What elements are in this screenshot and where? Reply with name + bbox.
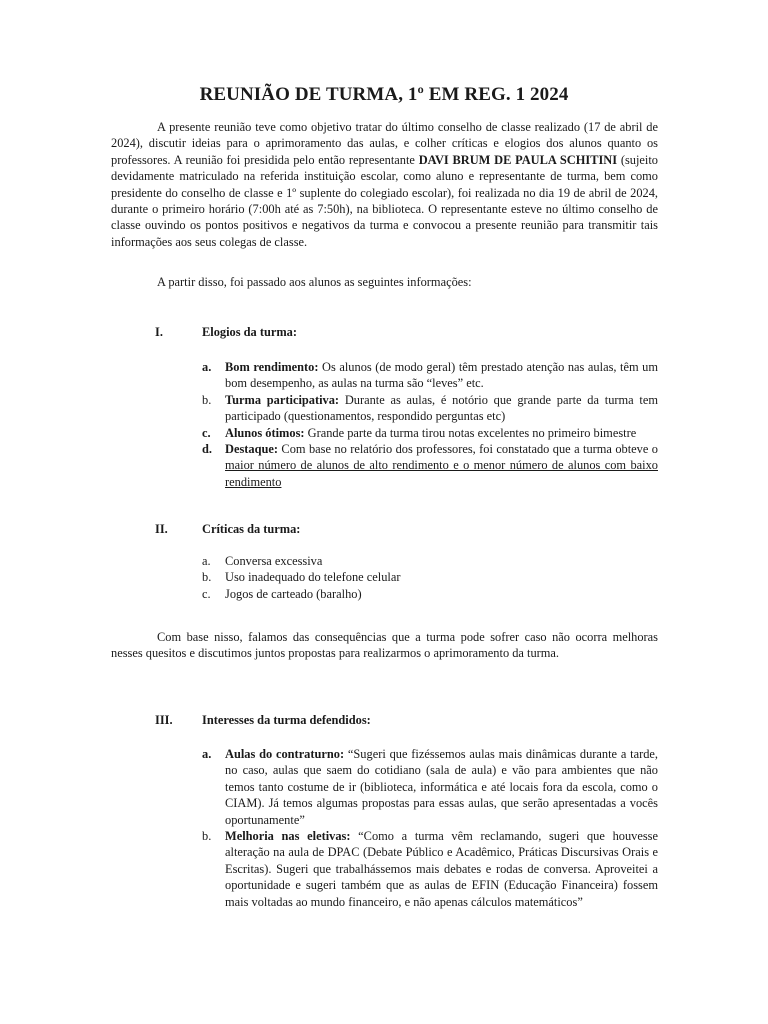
list-item [202,441,658,490]
section-title: Críticas da turma: [202,522,301,536]
consequences-paragraph: Com base nisso, falamos das consequências que a turma pode sofrer caso não ocorra melhoras nesses quesitos e discutimos juntos propostas para realizarmos o aprimoramento da turma. [111,630,658,661]
intro-text-end: (sujeito devidamente matriculado na referida instituição escolar, como aluno e representante de turma, bem como presidente do conselho de classe e 1º suplente do colegiado escolar), foi realizada no dia 19 de abril de 2024, durante o primeiro horário (7:00h até as 7:50h), na biblioteca. O representante esteve no último conselho de classe ouvindo os pontos positivos e negativos da turma e convocou a presente reunião para transmitir tais informações aos seus colegas de classe. [111,152,658,249]
intro-paragraph [111,119,658,250]
list-item [202,828,658,910]
section-title: Elogios da turma: [202,325,297,339]
item-text: Conversa excessiva [225,554,323,568]
section-number: II. [155,522,168,536]
item-text: “Como a turma vêm reclamando, sugeri que houvesse alteração na aula de DPAC (Debate Público e Acadêmico, Práticas Discursivas Orais e Escritas). Sugeri que trabalhássemos mais debates e rodas de conversa. Aproveitei a oportunidade e sugeri também que as aulas de EFIN (Educação Financeira) fossem mais voltadas ao mundo financeiro, e não apenas cálculos matemáticos” [225,829,658,909]
criticism-list [202,553,658,602]
list-item [202,569,658,585]
item-text: “Sugeri que fizéssemos aulas mais dinâmicas durante a tarde, no caso, aulas que saem do cotidiano (sala de aula) e vão para ambientes que não temos tanto costume de ir (biblioteca, informática e até locais fora da escola, como o CIAM). Já temos algumas propostas para essas aulas, que serão apresentadas a vocês oportunamente” [225,747,658,827]
item-text: Jogos de carteado (baralho) [225,586,362,601]
list-marker: a. [202,360,212,374]
list-marker: c. [202,425,211,440]
list-marker: a. [202,747,212,761]
section-number: III. [155,713,173,727]
item-label: Aulas do contraturno: [225,747,345,761]
section-heading-criticism [155,522,300,537]
list-marker: c. [202,586,211,601]
info-intro-paragraph: A partir disso, foi passado aos alunos as seguintes informações: [157,275,472,289]
underlined-text: maior número de alunos de alto rendimento e o menor número de alunos com baixo rendimento [225,458,658,489]
item-text: Com base no relatório dos professores, foi constatado que a turma obteve o [278,442,658,457]
item-label: Bom rendimento: [225,360,319,374]
list-item [202,425,658,441]
item-text: Grande parte da turma tirou notas excelentes no primeiro bimestre [304,425,637,440]
list-item [202,392,658,425]
item-label: Alunos ótimos: [225,425,305,440]
list-item [202,359,658,392]
representative-name: DAVI BRUM DE PAULA SCHITINI [418,152,618,167]
item-text: Durante as aulas, é notório que grande parte da turma tem participado (questionamentos, respondido perguntas etc) [225,392,658,424]
list-item [202,586,658,602]
section-heading-interests [155,713,371,728]
list-item [202,553,658,569]
list-marker: a. [202,554,211,568]
section-number: I. [155,325,163,339]
section-title: Interesses da turma defendidos: [202,713,371,727]
page-title: REUNIÃO DE TURMA, 1º EM REG. 1 2024 [199,84,569,105]
intro-text-start: A presente reunião teve como objetivo tratar do último conselho de classe realizado (17 de abril de 2024), discutir ideias para o aprimoramento das aulas, e colher críticas e elogios dos alunos quanto os professores. A reunião foi presidida pelo então representante [111,120,658,167]
list-marker: b. [202,392,212,407]
list-marker: d. [202,442,212,457]
item-text: Uso inadequado do telefone celular [225,570,401,585]
item-label: Destaque: [225,442,278,457]
list-item [202,746,658,828]
praise-list [202,359,658,490]
item-text: Os alunos (de modo geral) têm prestado atenção nas aulas, têm um bom desempenho, as aulas na turma são “leves” etc. [225,360,658,391]
interests-list [202,746,658,910]
section-heading-praise [155,325,297,340]
list-marker: b. [202,829,212,844]
list-marker: b. [202,570,212,585]
item-label: Turma participativa: [225,392,340,407]
item-label: Melhoria nas eletivas: [225,829,351,844]
